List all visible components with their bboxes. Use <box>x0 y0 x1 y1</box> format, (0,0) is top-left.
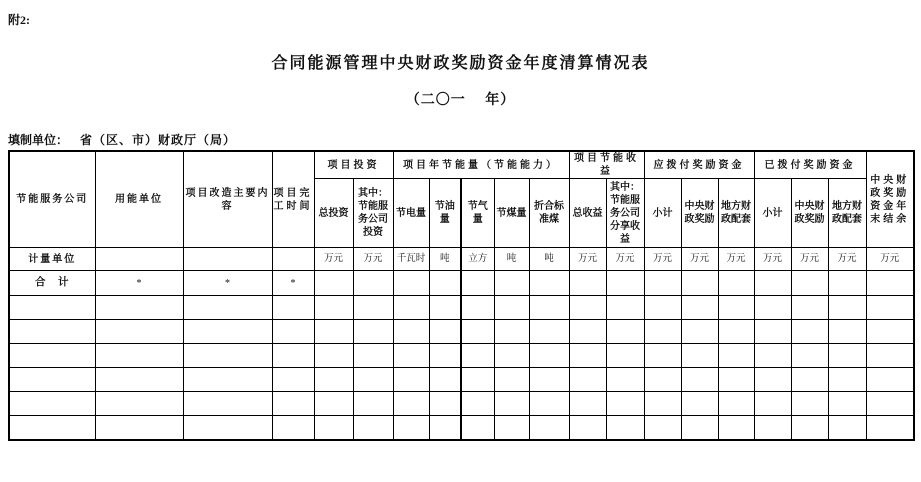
page-title: 合同能源管理中央财政奖励资金年度清算情况表 <box>271 55 650 72</box>
unit-cell: 万元 <box>754 248 791 271</box>
sub-standard-coal-equivalent: 折合标准煤 <box>529 179 569 248</box>
empty-cell <box>681 344 718 368</box>
settlement-table <box>8 150 915 441</box>
group-paid-reward-funds: 已拨付奖励资金 <box>754 151 866 179</box>
empty-cell <box>569 344 606 368</box>
empty-cell <box>828 368 866 392</box>
sub-esco-investment: 其中：节能服务公司投资 <box>353 179 393 248</box>
empty-cell <box>791 296 828 320</box>
total-empty-cell <box>494 271 529 296</box>
unit-cell: 万元 <box>681 248 718 271</box>
empty-row <box>9 368 914 392</box>
sub-payable-local-matching: 地方财政配套 <box>718 179 754 248</box>
empty-cell <box>866 296 914 320</box>
empty-cell <box>494 392 529 416</box>
sub-total-income: 总收益 <box>569 179 606 248</box>
empty-cell <box>393 344 429 368</box>
empty-cell <box>95 368 183 392</box>
empty-cell <box>183 368 272 392</box>
empty-cell <box>644 368 681 392</box>
sub-paid-local-matching: 地方财政配套 <box>828 179 866 248</box>
empty-cell <box>828 416 866 441</box>
empty-cell <box>569 392 606 416</box>
attachment-label: 附2: <box>8 13 30 27</box>
empty-cell <box>353 320 393 344</box>
total-row <box>9 271 914 296</box>
empty-cell <box>866 368 914 392</box>
total-empty-cell <box>866 271 914 296</box>
empty-cell <box>754 392 791 416</box>
unit-row-label: 计量单位 <box>9 248 95 271</box>
unit-cell: 万元 <box>866 248 914 271</box>
total-empty-cell <box>606 271 644 296</box>
page-subtitle: （二〇一 年） <box>405 93 516 108</box>
empty-cell <box>183 416 272 441</box>
total-empty-cell <box>353 271 393 296</box>
empty-cell <box>314 296 353 320</box>
sub-payable-central-reward: 中央财政奖励 <box>681 179 718 248</box>
header-completion-time: 项目完工时间 <box>272 151 314 248</box>
empty-cell <box>718 296 754 320</box>
unit-cell: 万元 <box>353 248 393 271</box>
empty-cell <box>314 320 353 344</box>
empty-cell <box>183 296 272 320</box>
empty-cell <box>718 344 754 368</box>
total-empty-cell <box>644 271 681 296</box>
empty-cell <box>272 416 314 441</box>
empty-cell <box>681 368 718 392</box>
total-star-cell: * <box>272 271 314 296</box>
unit-cell: 万元 <box>828 248 866 271</box>
total-star-cell: * <box>183 271 272 296</box>
total-empty-cell <box>754 271 791 296</box>
empty-cell <box>494 344 529 368</box>
empty-cell <box>429 320 461 344</box>
unit-cell-blank <box>183 248 272 271</box>
empty-cell <box>429 392 461 416</box>
group-annual-energy-savings: 项目年节能量（节能能力） <box>393 151 569 179</box>
empty-cell <box>429 416 461 441</box>
sub-paid-subtotal: 小计 <box>754 179 791 248</box>
empty-cell <box>95 344 183 368</box>
header-esco-company: 节能服务公司 <box>9 151 95 248</box>
empty-cell <box>314 368 353 392</box>
empty-cell <box>461 392 494 416</box>
sub-payable-subtotal: 小计 <box>644 179 681 248</box>
empty-cell <box>828 296 866 320</box>
empty-cell <box>494 320 529 344</box>
empty-cell <box>828 344 866 368</box>
empty-cell <box>791 416 828 441</box>
empty-cell <box>529 296 569 320</box>
empty-cell <box>461 320 494 344</box>
empty-cell <box>95 392 183 416</box>
empty-row <box>9 344 914 368</box>
sub-coal-saved: 节煤量 <box>494 179 529 248</box>
empty-row <box>9 392 914 416</box>
empty-cell <box>95 296 183 320</box>
group-payable-reward-funds: 应拨付奖励资金 <box>644 151 754 179</box>
empty-cell <box>529 392 569 416</box>
total-empty-cell <box>529 271 569 296</box>
empty-cell <box>606 296 644 320</box>
unit-cell: 吨 <box>429 248 461 271</box>
empty-cell <box>681 320 718 344</box>
empty-cell <box>494 296 529 320</box>
total-star-cell: * <box>95 271 183 296</box>
total-empty-cell <box>681 271 718 296</box>
empty-cell <box>393 368 429 392</box>
empty-cell <box>529 416 569 441</box>
empty-cell <box>606 416 644 441</box>
empty-cell <box>866 392 914 416</box>
empty-cell <box>183 392 272 416</box>
empty-cell <box>272 296 314 320</box>
form-unit-label: 填制单位： <box>8 133 69 147</box>
empty-cell <box>606 320 644 344</box>
empty-cell <box>754 416 791 441</box>
empty-cell <box>866 320 914 344</box>
empty-cell <box>9 296 95 320</box>
sub-total-investment: 总投资 <box>314 179 353 248</box>
empty-cell <box>9 344 95 368</box>
empty-cell <box>429 296 461 320</box>
empty-cell <box>644 320 681 344</box>
sub-electricity-saved: 节电量 <box>393 179 429 248</box>
table-body <box>9 151 914 440</box>
empty-cell <box>314 344 353 368</box>
empty-cell <box>569 320 606 344</box>
empty-cell <box>644 392 681 416</box>
empty-cell <box>606 368 644 392</box>
unit-cell: 万元 <box>606 248 644 271</box>
empty-cell <box>353 368 393 392</box>
empty-cell <box>429 368 461 392</box>
header-row-groups <box>9 151 914 179</box>
header-year-end-balance: 中央财政奖励资金年末结余 <box>866 151 914 248</box>
empty-cell <box>314 392 353 416</box>
unit-cell: 万元 <box>314 248 353 271</box>
total-empty-cell <box>429 271 461 296</box>
empty-cell <box>644 344 681 368</box>
empty-cell <box>95 416 183 441</box>
unit-cell: 万元 <box>644 248 681 271</box>
empty-cell <box>393 392 429 416</box>
empty-cell <box>828 392 866 416</box>
empty-cell <box>494 368 529 392</box>
unit-cell: 立方 <box>461 248 494 271</box>
empty-cell <box>353 296 393 320</box>
empty-cell <box>791 320 828 344</box>
empty-cell <box>95 320 183 344</box>
empty-cell <box>272 392 314 416</box>
total-row-label: 合 计 <box>9 271 95 296</box>
group-project-investment: 项目投资 <box>314 151 393 179</box>
empty-cell <box>314 416 353 441</box>
form-unit-line <box>8 131 236 148</box>
empty-row <box>9 296 914 320</box>
empty-cell <box>353 392 393 416</box>
empty-cell <box>9 416 95 441</box>
sub-gas-saved: 节气量 <box>461 179 494 248</box>
empty-cell <box>754 320 791 344</box>
total-empty-cell <box>791 271 828 296</box>
empty-cell <box>718 416 754 441</box>
unit-cell-blank <box>272 248 314 271</box>
total-empty-cell <box>314 271 353 296</box>
empty-cell <box>828 320 866 344</box>
total-empty-cell <box>393 271 429 296</box>
empty-cell <box>393 320 429 344</box>
empty-cell <box>393 416 429 441</box>
empty-cell <box>9 368 95 392</box>
total-empty-cell <box>461 271 494 296</box>
empty-cell <box>754 368 791 392</box>
empty-cell <box>461 296 494 320</box>
empty-cell <box>866 416 914 441</box>
empty-cell <box>754 344 791 368</box>
unit-cell: 吨 <box>494 248 529 271</box>
empty-cell <box>791 344 828 368</box>
total-empty-cell <box>569 271 606 296</box>
empty-cell <box>791 392 828 416</box>
sub-esco-shared-income: 其中：节能服务公司分享收益 <box>606 179 644 248</box>
empty-cell <box>569 416 606 441</box>
empty-cell <box>461 416 494 441</box>
unit-cell: 吨 <box>529 248 569 271</box>
empty-cell <box>606 344 644 368</box>
empty-cell <box>644 416 681 441</box>
empty-cell <box>681 392 718 416</box>
empty-cell <box>754 296 791 320</box>
empty-cell <box>866 344 914 368</box>
unit-cell-blank <box>95 248 183 271</box>
empty-cell <box>461 368 494 392</box>
empty-cell <box>718 368 754 392</box>
empty-cell <box>272 344 314 368</box>
total-empty-cell <box>828 271 866 296</box>
empty-cell <box>393 296 429 320</box>
empty-cell <box>272 320 314 344</box>
empty-cell <box>718 320 754 344</box>
header-project-content: 项目改造主要内容 <box>183 151 272 248</box>
empty-cell <box>569 296 606 320</box>
empty-cell <box>461 344 494 368</box>
empty-cell <box>529 368 569 392</box>
empty-cell <box>718 392 754 416</box>
empty-cell <box>353 344 393 368</box>
group-energy-saving-income: 项目节能收益 <box>569 151 644 179</box>
unit-cell: 千瓦时 <box>393 248 429 271</box>
empty-row <box>9 320 914 344</box>
empty-cell <box>606 392 644 416</box>
empty-cell <box>569 368 606 392</box>
total-empty-cell <box>718 271 754 296</box>
unit-cell: 万元 <box>718 248 754 271</box>
unit-cell: 万元 <box>569 248 606 271</box>
form-unit-value: 省（区、市）财政厅（局） <box>80 133 237 147</box>
unit-cell: 万元 <box>791 248 828 271</box>
empty-row <box>9 416 914 441</box>
empty-cell <box>9 392 95 416</box>
sub-oil-saved: 节油量 <box>429 179 461 248</box>
empty-cell <box>644 296 681 320</box>
empty-cell <box>529 344 569 368</box>
empty-cell <box>529 320 569 344</box>
empty-cell <box>183 344 272 368</box>
empty-cell <box>272 368 314 392</box>
empty-cell <box>494 416 529 441</box>
empty-cell <box>791 368 828 392</box>
empty-cell <box>353 416 393 441</box>
empty-cell <box>183 320 272 344</box>
empty-cell <box>681 296 718 320</box>
header-energy-user: 用能单位 <box>95 151 183 248</box>
sub-paid-central-reward: 中央财政奖励 <box>791 179 828 248</box>
empty-cell <box>429 344 461 368</box>
empty-cell <box>681 416 718 441</box>
empty-cell <box>9 320 95 344</box>
unit-row <box>9 248 914 271</box>
